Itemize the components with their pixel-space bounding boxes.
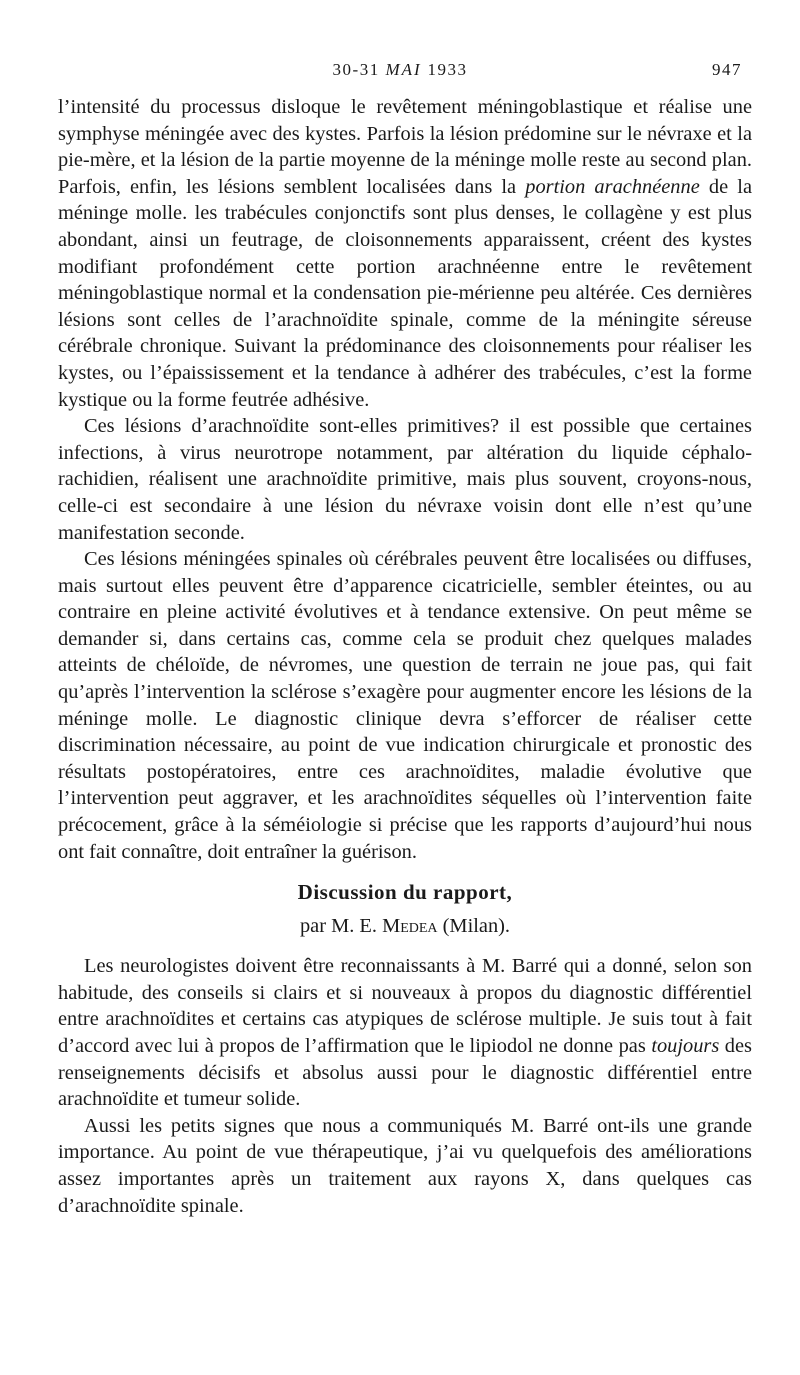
author-prefix: par M. E. bbox=[299, 915, 383, 938]
author-suffix: (Milan). bbox=[437, 915, 511, 938]
section-title: Discussion du rapport, bbox=[297, 880, 513, 905]
header-date-prefix: 30-31 bbox=[332, 60, 386, 79]
paragraph-2: Ces lésions d’arachnoïdite sont-elles primitives? il est possible que certaines infections, à virus neurotrope notamment, par altération du liquide céphalo-rachidien, réalisent une arachnoïdite primitive, mais plus souvent, croyons-nous, celle-ci est secondaire à une lésion du névraxe voisin dont elle n’est qu’une manifestation seconde. bbox=[58, 415, 752, 544]
discussion-paragraph-1 bbox=[58, 953, 752, 1113]
author-name: Medea bbox=[382, 915, 438, 938]
header-year: 1933 bbox=[421, 60, 468, 79]
discussion-paragraph-2: Aussi les petits signes que nous a communiqués M. Barré ont-ils une grande importance. Au point de vue thérapeutique, j’ai vu quelquefois des améliorations assez importantes après un traitement aux rayons X, dans quelques cas d’arachnoïdite spinale. bbox=[58, 1114, 752, 1217]
paragraph-3: Ces lésions méningées spinales où cérébrales peuvent être localisées ou diffuses, mais surtout elles peuvent être d’apparence cicatricielle, sembler éteintes, ou au contraire en pleine activité évolutives et à tendance extensive. On peut même se demander si, dans certains cas, comme cela se produit chez quelques malades atteints de chéloïde, de névromes, une question de terrain ne joue pas, qui fait qu’après l’intervention la sclérose s’exagère pour augmenter encore les lésions de la méninge molle. Le diagnostic clinique devra s’efforcer de réaliser cette discrimination nécessaire, au point de vue indication chirurgicale et pronostic des résultats postopératoires, entre ces arachnoïdites, maladie évolutive que l’intervention peut aggraver, et les arachnoïdites séquelles où l’intervention faite précocement, grâce à la séméiologie si précise que les rapports d’aujourd’hui nous ont fait connaître, doit entraîner la guérison. bbox=[58, 548, 752, 863]
header-month: MAI bbox=[385, 60, 422, 79]
paragraph-1-part-b: de la méninge molle. les trabécules conjonctifs sont plus denses, le collagène y est plus abondant, ainsi un feutrage, de cloisonnements apparaissent, créent des kystes modifiant profondément cette portion arachnéenne entre le revêtement méningoblastique normal et la condensation pie-mérienne peu altérée. Ces dernières lésions sont celles de l’arachnoïdite spinale, comme de la méningite séreuse cérébrale chronique. Suivant la prédominance des cloisonnements pour réaliser les kystes, ou l’épaississement et la tendance à adhérer des trabécules, c’est la forme kystique ou la forme feutrée adhésive. bbox=[58, 175, 752, 411]
header-date bbox=[0, 60, 800, 80]
discussion-1-part-b: des renseignements décisifs et absolus aussi pour le diagnostic différentiel entre arachnoïdite et tumeur solide. bbox=[58, 1035, 752, 1111]
paragraph-1-part-a: l’intensité du processus disloque le revêtement méningoblastique et réalise une symphyse méningée avec des kystes. Parfois la lésion prédomine sur le névraxe et la pie-mère, et la lésion de la partie moyenne de la méninge molle reste au second plan. Parfois, enfin, les lésions semblent localisées dans la bbox=[58, 96, 752, 198]
paragraph-1-emphasis: portion arachnéenne bbox=[525, 175, 700, 198]
paragraph-continued bbox=[58, 94, 752, 413]
section-author bbox=[58, 913, 752, 939]
discussion-1-emphasis: toujours bbox=[651, 1035, 720, 1057]
page-body bbox=[58, 94, 752, 1219]
page-number: 947 bbox=[712, 60, 742, 79]
running-header bbox=[0, 60, 800, 84]
discussion-1-part-a: Les neurologistes doivent être reconnaissants à M. Barré qui a donné, selon son habitude, des conseils si clairs et si nouveaux à propos du diagnostic différentiel entre arachnoïdites et certains cas atypiques de sclérose multiple. Je suis tout à fait d’accord avec lui à propos de l’affirmation que le lipiodol ne donne pas bbox=[58, 955, 752, 1057]
